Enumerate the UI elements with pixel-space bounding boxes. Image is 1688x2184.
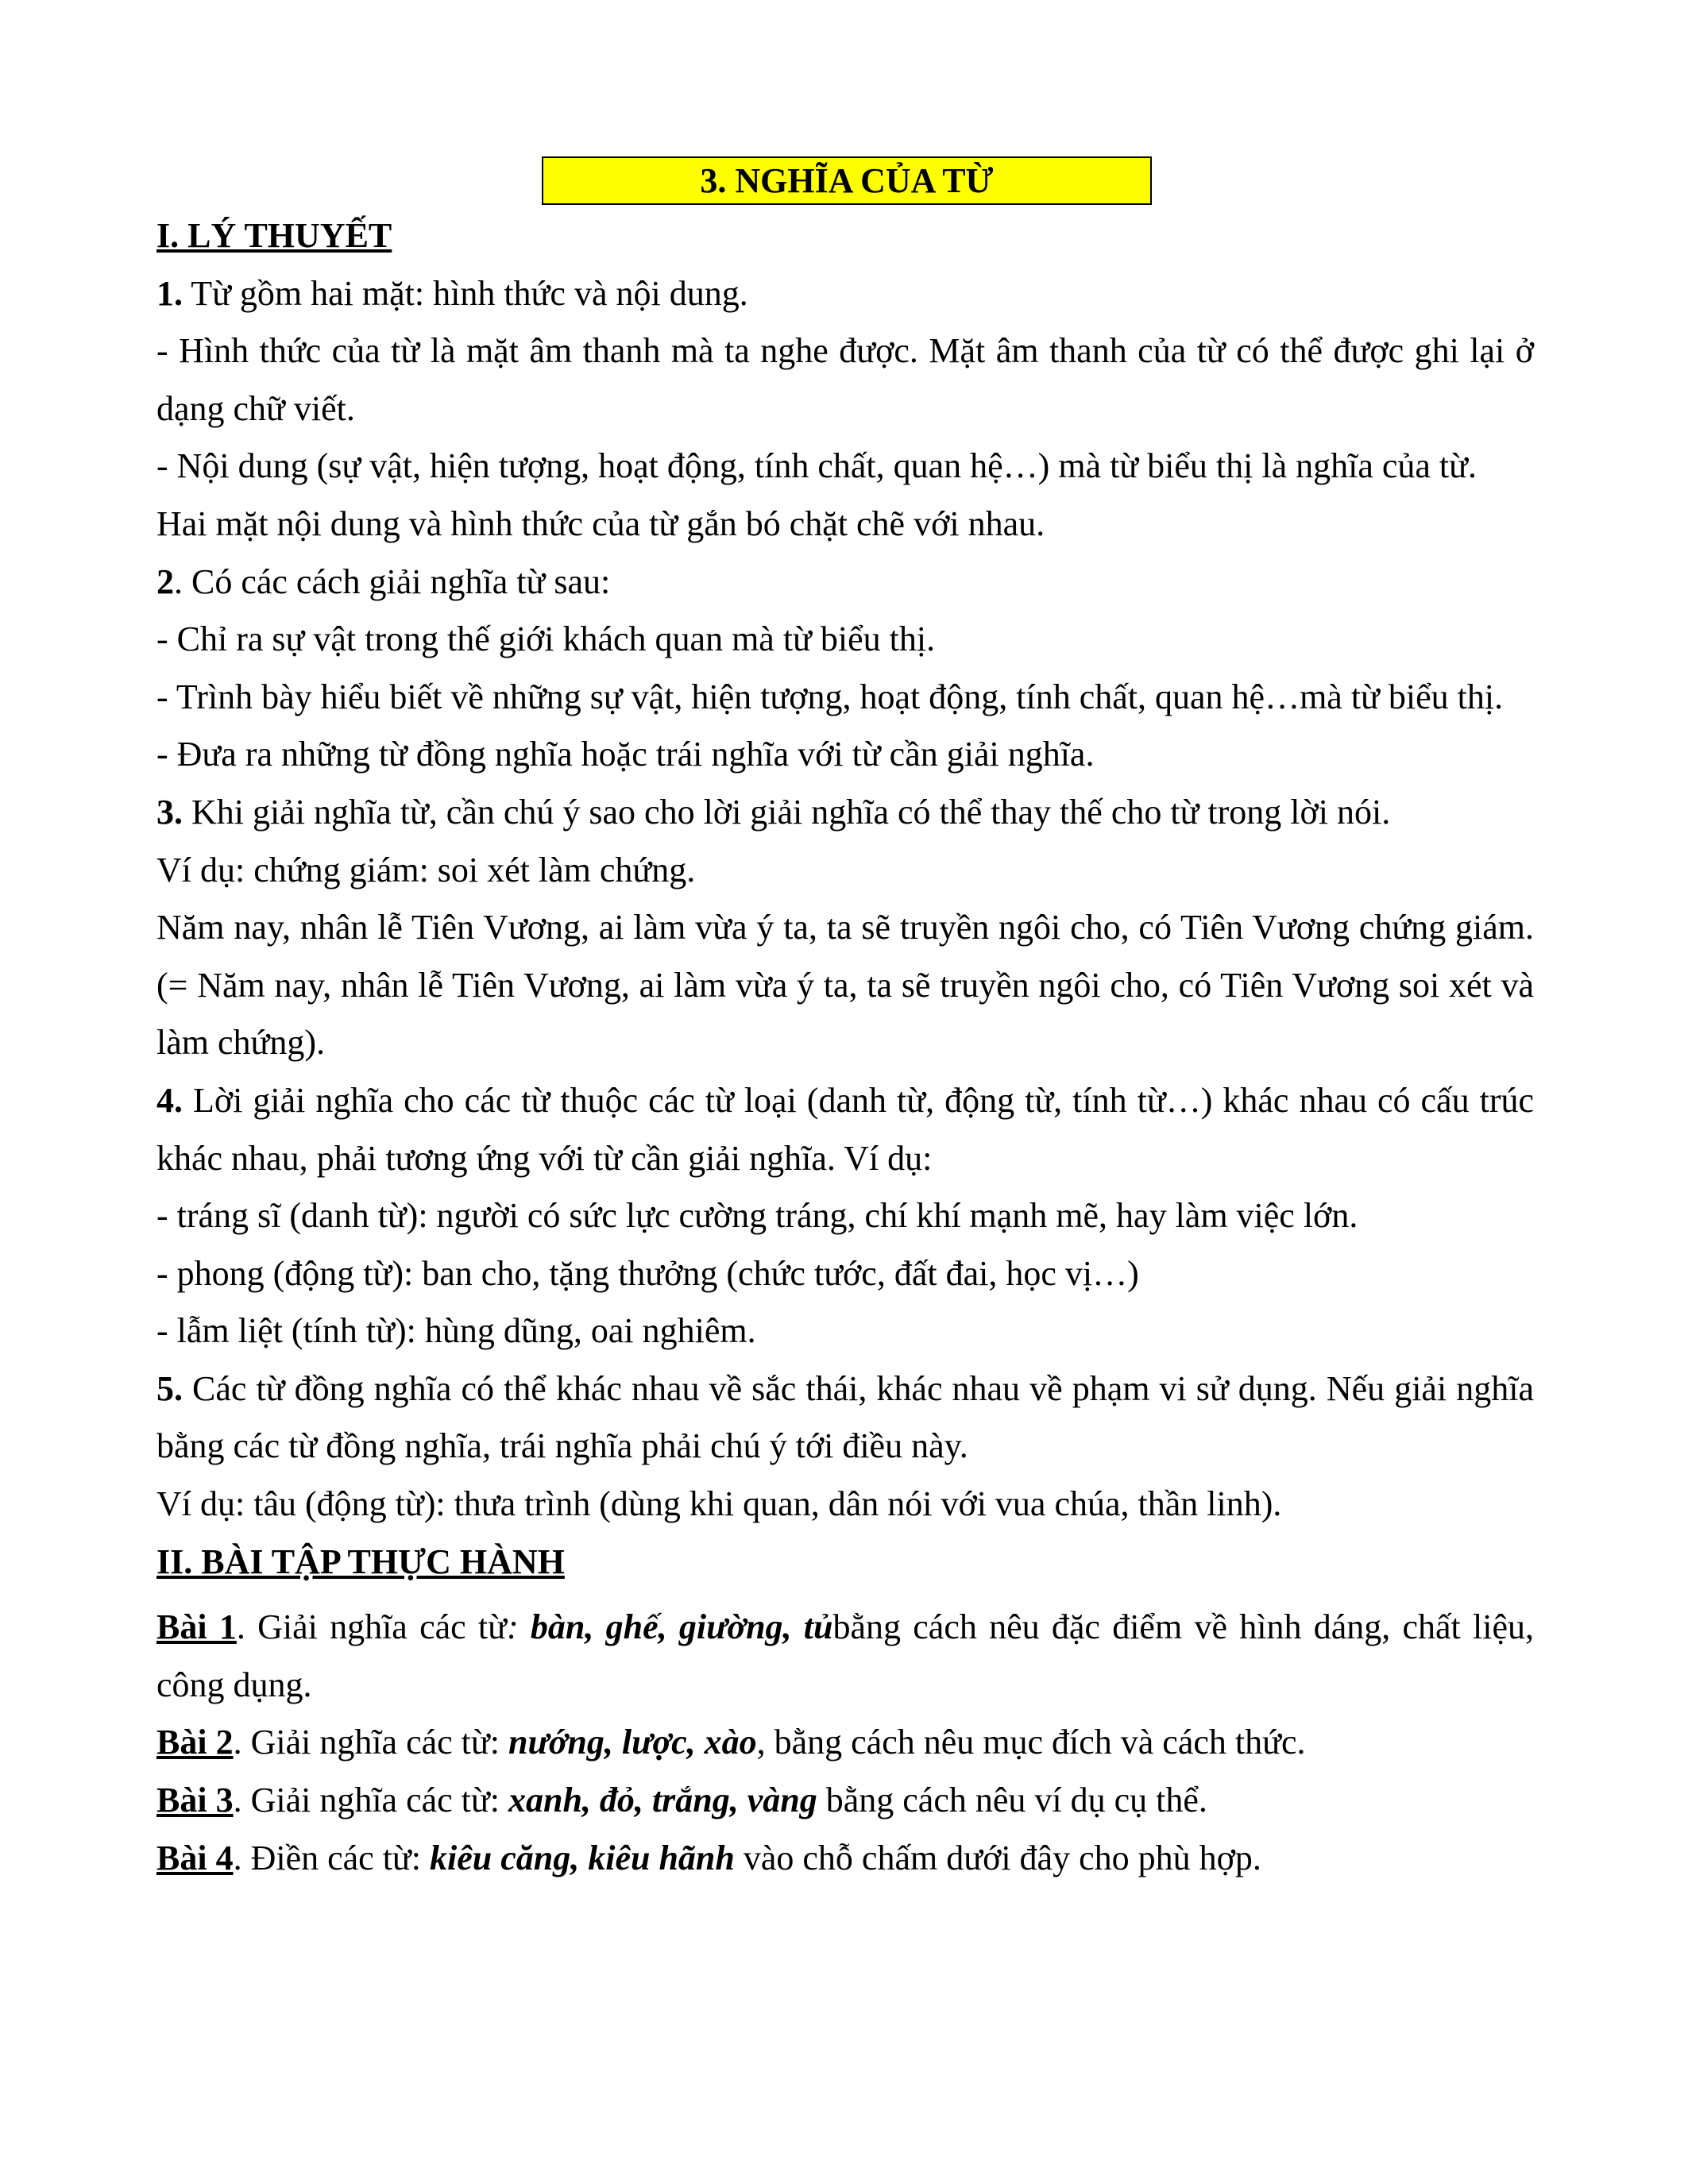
exercise-text: . Giải nghĩa các từ: [233,1723,508,1762]
document-title: 3. NGHĨA CỦA TỪ [542,156,1152,205]
exercise-words: xanh, đỏ, trắng, vàng [508,1781,817,1820]
exercise-2 [156,1714,1534,1772]
exercise-text: vào chỗ chấm dưới đây cho phù hợp. [734,1838,1261,1877]
exercise-label: Bài 4 [156,1838,234,1877]
exercise-words: nướng, lược, xào [508,1723,757,1762]
theory-paragraph-13: - tráng sĩ (danh từ): người có sức lực cường tráng, chí khí mạnh mẽ, hay làm việc lớn. [156,1196,1358,1236]
exercise-text: . Điền các từ: [233,1838,430,1877]
exercise-text: . Giải nghĩa các từ: [233,1781,508,1820]
item-number: 4. [156,1080,183,1120]
theory-paragraph-2: - Hình thức của từ là mặt âm thanh mà ta nghe được. Mặt âm thanh của từ có thể được ghi lại ở dạng chữ viết. [156,331,1534,428]
paragraph-text: Lời giải nghĩa cho các từ thuộc các từ loại (danh từ, động từ, tính từ…) khác nhau có cấu trúc khác nhau, phải tương ứng với từ cần giải nghĩa. Ví dụ: [156,1080,1534,1178]
document-page [156,156,1534,1887]
item-number: 3. [156,792,183,832]
exercise-words: kiêu căng, kiêu hãnh [430,1838,735,1877]
exercise-text: . Giải nghĩa các từ [236,1607,507,1647]
theory-paragraph-12 [156,1072,1534,1187]
theory-paragraph-9 [156,784,1534,842]
theory-paragraph-6: - Chỉ ra sự vật trong thế giới khách quan mà từ biểu thị. [156,619,936,659]
theory-paragraph-11: Năm nay, nhân lễ Tiên Vương, ai làm vừa ý ta, ta sẽ truyền ngôi cho, có Tiên Vương chứng giám. (= Năm nay, nhân lễ Tiên Vương, ai làm vừa ý ta, ta sẽ truyền ngôi cho, có Tiên Vương soi xét và làm chứng). [156,908,1534,1063]
exercise-colon: : [507,1607,519,1647]
exercise-label: Bài 3 [156,1781,234,1820]
theory-paragraph-10: Ví dụ: chứng giám: soi xét làm chứng. [156,850,696,889]
theory-paragraph-3: - Nội dung (sự vật, hiện tượng, hoạt động, tính chất, quan hệ…) mà từ biểu thị là nghĩa của từ. [156,446,1477,486]
theory-paragraph-17: Ví dụ: tâu (động từ): thưa trình (dùng khi quan, dân nói với vua chúa, thần linh). [156,1484,1282,1524]
exercise-words: bàn, ghế, giường, tủ [518,1607,833,1647]
paragraph-text: Khi giải nghĩa từ, cần chú ý sao cho lời giải nghĩa có thể thay thế cho từ trong lời nói. [183,792,1391,832]
section-heading-practice: II. BÀI TẬP THỰC HÀNH [156,1542,565,1581]
exercise-label: Bài 1 [156,1607,237,1647]
exercise-text: bằng cách nêu ví dụ cụ thể. [817,1781,1207,1820]
theory-paragraph-15: - lẫm liệt (tính từ): hùng dũng, oai nghiêm. [156,1311,756,1351]
title-container [156,156,1534,206]
exercise-label: Bài 2 [156,1723,234,1762]
item-number: 1. [156,273,183,313]
exercise-1 [156,1599,1534,1714]
paragraph-text: . Có các cách giải nghĩa từ sau: [174,561,611,601]
theory-paragraph-1 [156,265,1534,323]
exercise-3 [156,1772,1534,1830]
exercise-4 [156,1830,1534,1888]
theory-paragraph-8: - Đưa ra những từ đồng nghĩa hoặc trái nghĩa với từ cần giải nghĩa. [156,735,1095,774]
theory-paragraph-16 [156,1360,1534,1476]
theory-paragraph-14: - phong (động từ): ban cho, tặng thưởng (chức tước, đất đai, học vị…) [156,1253,1139,1293]
theory-paragraph-7: - Trình bày hiểu biết về những sự vật, hiện tượng, hoạt động, tính chất, quan hệ…mà từ biểu thị. [156,677,1504,716]
exercise-text: bằng cách nêu đặc điểm về hình dáng, chất liệu, công dụng. [156,1607,1534,1704]
section-heading-theory: I. LÝ THUYẾT [156,216,392,255]
exercise-text: , bằng cách nêu mục đích và cách thức. [756,1723,1306,1762]
theory-paragraph-4: Hai mặt nội dung và hình thức của từ gắn bó chặt chẽ với nhau. [156,504,1045,543]
item-number: 5. [156,1368,183,1408]
item-number: 2 [156,561,174,601]
paragraph-text: Các từ đồng nghĩa có thể khác nhau về sắc thái, khác nhau về phạm vi sử dụng. Nếu giải nghĩa bằng các từ đồng nghĩa, trái nghĩa phải chú ý tới điều này. [156,1368,1534,1466]
theory-paragraph-5 [156,554,1534,612]
paragraph-text: Từ gồm hai mặt: hình thức và nội dung. [183,273,748,313]
